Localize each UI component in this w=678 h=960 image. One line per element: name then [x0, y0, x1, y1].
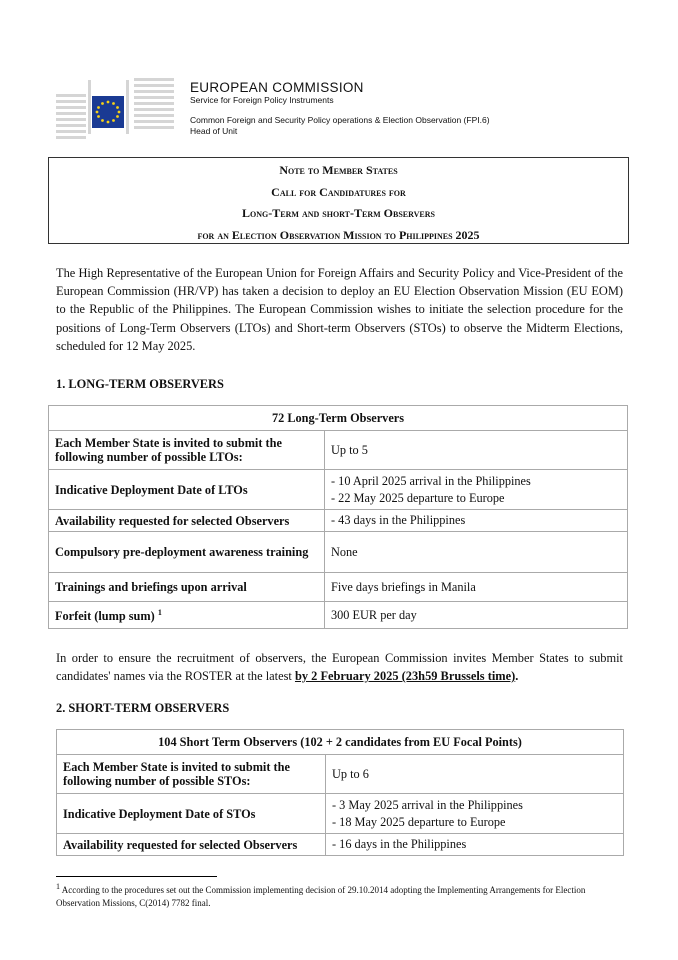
- sto-table: [56, 729, 624, 856]
- title-line-2: Call for Candidatures for: [271, 184, 406, 199]
- table-row: [57, 730, 624, 755]
- section-heading-sto: 2. SHORT-TERM OBSERVERS: [56, 701, 230, 715]
- sto-value-number: Up to 6: [326, 755, 624, 794]
- org-header: [190, 80, 490, 137]
- title-box: [48, 157, 629, 244]
- lto-label-briefings: Trainings and briefings upon arrival: [49, 573, 325, 602]
- lto-forfeit-label-text: Forfeit (lump sum): [55, 609, 155, 624]
- table-row: [57, 834, 624, 856]
- table-row: [49, 470, 628, 510]
- table-row: [49, 406, 628, 431]
- table-row: [49, 510, 628, 532]
- lto-label-forfeit: [49, 602, 325, 629]
- table-row: [57, 755, 624, 794]
- sto-table-title: 104 Short Term Observers (102 + 2 candidates from EU Focal Points): [57, 730, 624, 755]
- footnote-ref: 1: [157, 608, 162, 618]
- european-commission-logo: [54, 74, 178, 142]
- lto-label-deployment: Indicative Deployment Date of LTOs: [49, 470, 325, 510]
- lto-departure: - 22 May 2025 departure to Europe: [331, 490, 505, 505]
- sto-label-availability: Availability requested for selected Observers: [57, 834, 326, 856]
- title-line-4: for an Election Observation Mission to Philippines 2025: [197, 227, 480, 242]
- lto-label-number: Each Member State is invited to submit the following number of possible LTOs:: [49, 431, 325, 470]
- roster-text: In order to ensure the recruitment of observers, the European Commission invites Member States to submit candidates' names via the ROSTER at the latest: [56, 651, 623, 683]
- footnote-mark: 1: [56, 882, 60, 891]
- intro-paragraph: The High Representative of the European Union for Foreign Affairs and Security Policy and Vice-President of the European Commission (HR/VP) has taken a decision to deploy an EU Election Observation Mission (EU EOM) to the Republic of the Philippines. The European Commission wishes to initiate the selection procedure for the positions of Long-Term Observers (LTOs) and Short-term Observers (STOs) to observe the Midterm Elections, scheduled for 12 May 2025.: [56, 266, 623, 353]
- roster-deadline: by 2 February 2025 (23h59 Brussels time): [294, 669, 516, 683]
- sto-departure: - 18 May 2025 departure to Europe: [332, 814, 506, 829]
- lto-table: [48, 405, 628, 629]
- footnote-text: According to the procedures set out the Commission implementing decision of 29.10.2014 adopting the Implementing Arrangements for Election Observation Missions, C(2014) 7782 final.: [56, 885, 586, 908]
- table-row: [49, 602, 628, 629]
- roster-end: .: [515, 669, 519, 683]
- lto-value-training: None: [325, 532, 628, 573]
- lto-value-availability: - 43 days in the Philippines: [325, 510, 628, 532]
- title-line-3: Long-Term and short-Term Observers: [242, 206, 435, 220]
- lto-value-briefings: Five days briefings in Manila: [325, 573, 628, 602]
- lto-label-availability: Availability requested for selected Observers: [49, 510, 325, 532]
- table-row: [57, 794, 624, 834]
- sto-label-number: Each Member State is invited to submit the following number of possible STOs:: [57, 755, 326, 794]
- org-unit: Common Foreign and Security Policy operations & Election Observation (FPI.6): [190, 115, 490, 125]
- lto-value-number: Up to 5: [325, 431, 628, 470]
- lto-table-title: 72 Long-Term Observers: [49, 406, 628, 431]
- lto-value-deployment: [325, 470, 628, 510]
- sto-value-availability: - 16 days in the Philippines: [326, 834, 624, 856]
- title-line-1: Note to Member States: [279, 163, 398, 177]
- lto-label-training: Compulsory pre-deployment awareness training: [49, 532, 325, 573]
- lto-value-forfeit: 300 EUR per day: [325, 602, 628, 629]
- footnote-divider: [56, 876, 217, 877]
- roster-paragraph: [56, 649, 623, 685]
- sto-arrival: - 3 May 2025 arrival in the Philippines: [332, 797, 523, 812]
- sto-label-deployment: Indicative Deployment Date of STOs: [57, 794, 326, 834]
- sto-value-deployment: [326, 794, 624, 834]
- table-row: [49, 532, 628, 573]
- org-name: EUROPEAN COMMISSION: [190, 80, 364, 95]
- lto-arrival: - 10 April 2025 arrival in the Philippines: [331, 473, 531, 488]
- org-role: Head of Unit: [190, 126, 238, 136]
- table-row: [49, 431, 628, 470]
- org-service: Service for Foreign Policy Instruments: [190, 95, 334, 105]
- footnote: [56, 881, 623, 909]
- section-heading-lto: 1. LONG-TERM OBSERVERS: [56, 377, 224, 391]
- table-row: [49, 573, 628, 602]
